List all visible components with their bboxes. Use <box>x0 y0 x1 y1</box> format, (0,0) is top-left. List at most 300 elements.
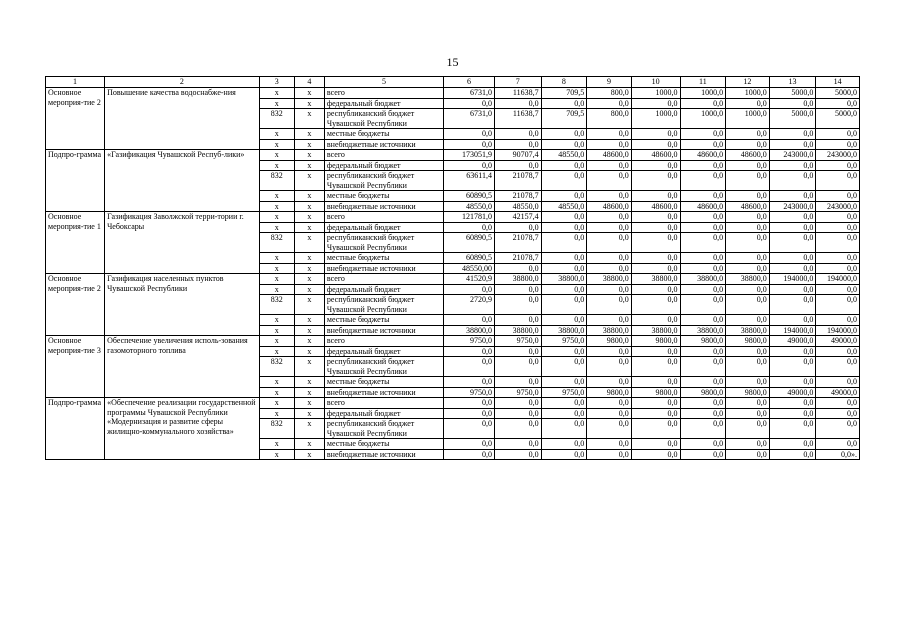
value-cell: 60890,5 <box>444 233 495 253</box>
table-row <box>46 150 860 161</box>
value-cell: 0,0 <box>769 295 816 315</box>
code-cell: х <box>259 439 294 450</box>
value-cell: 0,0 <box>769 263 816 274</box>
funding-source: республиканский бюджет Чувашской Республики <box>324 295 443 315</box>
code-cell: х <box>259 129 294 140</box>
code-cell: х <box>259 398 294 409</box>
value-cell: 0,0 <box>769 191 816 202</box>
value-cell: 0,0 <box>680 284 726 295</box>
value-cell: 6731,0 <box>444 109 495 129</box>
value-cell: 0,0 <box>494 129 541 140</box>
value-cell: 9750,0 <box>444 387 495 398</box>
value-cell: 0,0 <box>587 129 632 140</box>
value-cell: 9750,0 <box>444 336 495 347</box>
value-cell: 0,0 <box>726 377 770 388</box>
value-cell: 0,0 <box>444 139 495 150</box>
value-cell: 0,0 <box>444 346 495 357</box>
value-cell: 0,0 <box>726 253 770 264</box>
value-cell: 0,0 <box>587 398 632 409</box>
code-cell: х <box>259 315 294 326</box>
value-cell: 194000,0 <box>816 325 860 336</box>
value-cell: 0,0 <box>769 377 816 388</box>
value-cell: 0,0 <box>680 419 726 439</box>
value-cell: 38800,0 <box>541 325 587 336</box>
column-header: 4 <box>294 77 324 88</box>
value-cell: 0,0 <box>541 191 587 202</box>
value-cell: 0,0 <box>631 408 680 419</box>
value-cell: 41520,9 <box>444 274 495 285</box>
value-cell: 0,0 <box>631 263 680 274</box>
value-cell: 0,0 <box>631 160 680 171</box>
value-cell: 48600,0 <box>631 150 680 161</box>
value-cell: 0,0 <box>769 357 816 377</box>
code-cell: х <box>259 201 294 212</box>
value-cell: 0,0 <box>631 357 680 377</box>
code-cell: х <box>294 398 324 409</box>
value-cell: 0,0 <box>816 398 860 409</box>
funding-source: внебюджетные источники <box>324 449 443 460</box>
value-cell: 90707,4 <box>494 150 541 161</box>
value-cell: 0,0 <box>769 439 816 450</box>
value-cell: 0,0 <box>816 357 860 377</box>
value-cell: 0,0 <box>631 222 680 233</box>
value-cell: 0,0 <box>680 346 726 357</box>
row-category: Основное мероприя-тие 1 <box>46 212 105 274</box>
value-cell: 0,0 <box>494 222 541 233</box>
column-header: 6 <box>444 77 495 88</box>
value-cell: 0,0 <box>587 408 632 419</box>
value-cell: 6731,0 <box>444 88 495 99</box>
code-cell: х <box>259 88 294 99</box>
funding-source: местные бюджеты <box>324 191 443 202</box>
value-cell: 0,0 <box>816 408 860 419</box>
value-cell: 0,0 <box>541 139 587 150</box>
funding-source: внебюджетные источники <box>324 201 443 212</box>
value-cell: 0,0 <box>816 284 860 295</box>
row-title: Газификация Заволжской терри-тории г. Чебоксары <box>105 212 260 274</box>
code-cell: х <box>294 295 324 315</box>
value-cell: 48550,0 <box>444 201 495 212</box>
value-cell: 0,0 <box>769 284 816 295</box>
value-cell: 0,0 <box>631 377 680 388</box>
value-cell: 48600,0 <box>680 150 726 161</box>
code-cell: х <box>259 98 294 109</box>
code-cell: х <box>294 150 324 161</box>
value-cell: 0,0 <box>680 398 726 409</box>
value-cell: 9800,0 <box>587 336 632 347</box>
value-cell: 0,0 <box>587 253 632 264</box>
column-header: 8 <box>541 77 587 88</box>
value-cell: 49000,0 <box>769 336 816 347</box>
value-cell: 0,0 <box>541 212 587 223</box>
value-cell: 0,0 <box>631 439 680 450</box>
value-cell: 0,0 <box>631 419 680 439</box>
value-cell: 5000,0 <box>769 109 816 129</box>
column-header: 3 <box>259 77 294 88</box>
value-cell: 0,0 <box>769 253 816 264</box>
code-cell: х <box>294 325 324 336</box>
value-cell: 49000,0 <box>769 387 816 398</box>
funding-source: республиканский бюджет Чувашской Республики <box>324 109 443 129</box>
value-cell: 800,0 <box>587 88 632 99</box>
value-cell: 0,0 <box>769 449 816 460</box>
code-cell: х <box>259 253 294 264</box>
code-cell: х <box>259 408 294 419</box>
value-cell: 0,0 <box>769 419 816 439</box>
value-cell: 0,0 <box>494 357 541 377</box>
value-cell: 0,0 <box>494 419 541 439</box>
value-cell: 0,0 <box>631 295 680 315</box>
value-cell: 0,0 <box>726 284 770 295</box>
value-cell: 0,0 <box>680 315 726 326</box>
value-cell: 0,0 <box>680 357 726 377</box>
value-cell: 0,0 <box>680 408 726 419</box>
funding-source: всего <box>324 150 443 161</box>
code-cell: х <box>294 191 324 202</box>
value-cell: 0,0 <box>444 449 495 460</box>
value-cell: 0,0 <box>494 160 541 171</box>
value-cell: 0,0 <box>816 139 860 150</box>
value-cell: 0,0 <box>494 449 541 460</box>
value-cell: 48600,0 <box>726 201 770 212</box>
funding-source: местные бюджеты <box>324 315 443 326</box>
value-cell: 194000,0 <box>769 274 816 285</box>
value-cell: 0,0 <box>587 449 632 460</box>
value-cell: 48600,0 <box>631 201 680 212</box>
code-cell: 832 <box>259 419 294 439</box>
code-cell: х <box>294 212 324 223</box>
value-cell: 0,0 <box>680 129 726 140</box>
value-cell: 5000,0 <box>816 109 860 129</box>
column-header: 12 <box>726 77 770 88</box>
value-cell: 0,0 <box>769 346 816 357</box>
code-cell: 832 <box>259 171 294 191</box>
value-cell: 38800,0 <box>587 274 632 285</box>
value-cell: 0,0 <box>494 346 541 357</box>
funding-source: внебюджетные источники <box>324 139 443 150</box>
value-cell: 9800,0 <box>726 387 770 398</box>
value-cell: 63611,4 <box>444 171 495 191</box>
value-cell: 60890,5 <box>444 191 495 202</box>
value-cell: 0,0 <box>680 171 726 191</box>
funding-source: республиканский бюджет Чувашской Республики <box>324 233 443 253</box>
value-cell: 0,0 <box>587 233 632 253</box>
value-cell: 0,0 <box>726 233 770 253</box>
code-cell: х <box>259 336 294 347</box>
value-cell: 0,0 <box>726 171 770 191</box>
value-cell: 38800,0 <box>631 274 680 285</box>
value-cell: 0,0 <box>726 357 770 377</box>
value-cell: 0,0 <box>587 295 632 315</box>
value-cell: 0,0 <box>680 191 726 202</box>
code-cell: х <box>294 201 324 212</box>
funding-source: всего <box>324 336 443 347</box>
value-cell: 0,0 <box>494 439 541 450</box>
value-cell: 0,0 <box>816 98 860 109</box>
value-cell: 0,0 <box>587 346 632 357</box>
value-cell: 0,0 <box>769 129 816 140</box>
funding-source: всего <box>324 88 443 99</box>
value-cell: 0,0 <box>680 439 726 450</box>
value-cell: 0,0 <box>769 98 816 109</box>
value-cell: 0,0 <box>769 212 816 223</box>
code-cell: х <box>259 346 294 357</box>
value-cell: 21078,7 <box>494 171 541 191</box>
row-category: Подпро-грамма <box>46 398 105 460</box>
value-cell: 0,0 <box>631 191 680 202</box>
value-cell: 0,0 <box>444 377 495 388</box>
value-cell: 0,0 <box>541 419 587 439</box>
code-cell: х <box>259 212 294 223</box>
code-cell: х <box>294 439 324 450</box>
value-cell: 0,0 <box>680 212 726 223</box>
value-cell: 9800,0 <box>587 387 632 398</box>
value-cell: 0,0 <box>587 98 632 109</box>
value-cell: 243000,0 <box>769 201 816 212</box>
code-cell: х <box>259 139 294 150</box>
value-cell: 9800,0 <box>631 387 680 398</box>
value-cell: 38800,0 <box>444 325 495 336</box>
row-title: Повышение качества водоснабже-ния <box>105 88 260 150</box>
code-cell: х <box>259 150 294 161</box>
value-cell: 42157,4 <box>494 212 541 223</box>
value-cell: 0,0 <box>680 139 726 150</box>
table-row <box>46 398 860 409</box>
value-cell: 0,0 <box>631 253 680 264</box>
row-category: Основное мероприя-тие 3 <box>46 336 105 398</box>
value-cell: 0,0 <box>726 160 770 171</box>
row-title: Обеспечение увеличения исполь-зования газомоторного топлива <box>105 336 260 398</box>
value-cell: 9800,0 <box>680 387 726 398</box>
funding-source: республиканский бюджет Чувашской Республики <box>324 357 443 377</box>
value-cell: 0,0 <box>587 377 632 388</box>
value-cell: 0,0 <box>541 408 587 419</box>
value-cell: 1000,0 <box>631 109 680 129</box>
value-cell: 0,0 <box>816 295 860 315</box>
value-cell: 0,0 <box>587 439 632 450</box>
value-cell: 0,0 <box>816 191 860 202</box>
value-cell: 173051,9 <box>444 150 495 161</box>
value-cell: 0,0 <box>541 315 587 326</box>
value-cell: 0,0 <box>541 439 587 450</box>
value-cell: 0,0 <box>444 357 495 377</box>
value-cell: 0,0 <box>726 439 770 450</box>
funding-source: федеральный бюджет <box>324 160 443 171</box>
value-cell: 49000,0 <box>816 336 860 347</box>
value-cell: 0,0 <box>541 222 587 233</box>
funding-source: местные бюджеты <box>324 253 443 264</box>
value-cell: 0,0 <box>541 377 587 388</box>
value-cell: 0,0 <box>816 377 860 388</box>
value-cell: 0,0 <box>726 222 770 233</box>
code-cell: х <box>294 109 324 129</box>
value-cell: 0,0 <box>816 315 860 326</box>
value-cell: 0,0 <box>631 139 680 150</box>
value-cell: 0,0 <box>541 357 587 377</box>
value-cell: 0,0 <box>769 233 816 253</box>
value-cell: 0,0 <box>816 212 860 223</box>
value-cell: 48600,0 <box>680 201 726 212</box>
value-cell: 0,0 <box>726 408 770 419</box>
value-cell: 48550,00 <box>444 263 495 274</box>
code-cell: х <box>294 233 324 253</box>
value-cell: 38800,0 <box>541 274 587 285</box>
value-cell: 0,0 <box>631 98 680 109</box>
column-header: 1 <box>46 77 105 88</box>
value-cell: 0,0 <box>726 295 770 315</box>
value-cell: 0,0 <box>444 98 495 109</box>
value-cell: 0,0 <box>769 222 816 233</box>
value-cell: 0,0 <box>631 315 680 326</box>
value-cell: 0,0 <box>726 419 770 439</box>
value-cell: 1000,0 <box>680 109 726 129</box>
code-cell: х <box>294 357 324 377</box>
value-cell: 11638,7 <box>494 109 541 129</box>
value-cell: 0,0 <box>541 129 587 140</box>
table-row <box>46 212 860 223</box>
value-cell: 5000,0 <box>769 88 816 99</box>
value-cell: 9750,0 <box>541 387 587 398</box>
value-cell: 9750,0 <box>494 336 541 347</box>
value-cell: 0,0 <box>726 98 770 109</box>
value-cell: 0,0 <box>816 129 860 140</box>
code-cell: х <box>294 315 324 326</box>
value-cell: 48600,0 <box>587 150 632 161</box>
value-cell: 0,0 <box>494 398 541 409</box>
code-cell: х <box>259 160 294 171</box>
table-row <box>46 274 860 285</box>
value-cell: 0,0 <box>726 346 770 357</box>
code-cell: х <box>294 129 324 140</box>
value-cell: 38800,0 <box>726 274 770 285</box>
value-cell: 0,0 <box>587 222 632 233</box>
value-cell: 0,0 <box>631 129 680 140</box>
value-cell: 0,0 <box>726 139 770 150</box>
value-cell: 0,0 <box>494 408 541 419</box>
value-cell: 5000,0 <box>816 88 860 99</box>
value-cell: 243000,0 <box>816 201 860 212</box>
value-cell: 0,0 <box>494 377 541 388</box>
value-cell: 0,0 <box>541 160 587 171</box>
value-cell: 1000,0 <box>680 88 726 99</box>
code-cell: х <box>294 222 324 233</box>
column-header: 7 <box>494 77 541 88</box>
value-cell: 800,0 <box>587 109 632 129</box>
code-cell: х <box>294 139 324 150</box>
value-cell: 0,0 <box>816 253 860 264</box>
value-cell: 0,0 <box>587 212 632 223</box>
table-row <box>46 88 860 99</box>
code-cell: х <box>294 419 324 439</box>
value-cell: 0,0 <box>587 284 632 295</box>
value-cell: 0,0 <box>587 171 632 191</box>
code-cell: х <box>259 377 294 388</box>
funding-source: всего <box>324 398 443 409</box>
value-cell: 121781,0 <box>444 212 495 223</box>
code-cell: х <box>259 191 294 202</box>
value-cell: 0,0 <box>726 398 770 409</box>
funding-source: федеральный бюджет <box>324 408 443 419</box>
code-cell: х <box>294 408 324 419</box>
value-cell: 0,0 <box>816 160 860 171</box>
value-cell: 0,0 <box>444 222 495 233</box>
code-cell: 832 <box>259 109 294 129</box>
value-cell: 21078,7 <box>494 253 541 264</box>
value-cell: 0,0 <box>726 212 770 223</box>
code-cell: х <box>294 274 324 285</box>
funding-source: внебюджетные источники <box>324 387 443 398</box>
code-cell: х <box>259 274 294 285</box>
value-cell: 0,0 <box>444 284 495 295</box>
row-category: Подпро-грамма <box>46 150 105 212</box>
value-cell: 0,0 <box>680 253 726 264</box>
code-cell: х <box>259 284 294 295</box>
value-cell: 0,0 <box>726 191 770 202</box>
funding-source: республиканский бюджет Чувашской Республики <box>324 171 443 191</box>
value-cell: 21078,7 <box>494 233 541 253</box>
value-cell: 0,0 <box>726 315 770 326</box>
value-cell: 0,0 <box>587 357 632 377</box>
row-category: Основное мероприя-тие 2 <box>46 274 105 336</box>
value-cell: 1000,0 <box>631 88 680 99</box>
value-cell: 9750,0 <box>541 336 587 347</box>
value-cell: 243000,0 <box>769 150 816 161</box>
value-cell: 1000,0 <box>726 109 770 129</box>
code-cell: х <box>259 387 294 398</box>
value-cell: 0,0». <box>816 449 860 460</box>
value-cell: 0,0 <box>816 171 860 191</box>
row-category: Основное мероприя-тие 2 <box>46 88 105 150</box>
row-title: «Обеспечение реализации государственной программы Чувашской Республики «Модернизация и развитие сферы жилищно-коммунального хозяйства» <box>105 398 260 460</box>
value-cell: 0,0 <box>494 284 541 295</box>
value-cell: 0,0 <box>816 419 860 439</box>
code-cell: х <box>294 346 324 357</box>
code-cell: х <box>294 263 324 274</box>
value-cell: 0,0 <box>587 263 632 274</box>
value-cell: 0,0 <box>680 222 726 233</box>
value-cell: 0,0 <box>494 295 541 315</box>
value-cell: 0,0 <box>631 346 680 357</box>
value-cell: 243000,0 <box>816 150 860 161</box>
code-cell: х <box>259 263 294 274</box>
column-header: 11 <box>680 77 726 88</box>
value-cell: 0,0 <box>444 315 495 326</box>
header-row <box>46 77 860 88</box>
funding-source: внебюджетные источники <box>324 263 443 274</box>
value-cell: 0,0 <box>726 263 770 274</box>
value-cell: 11638,7 <box>494 88 541 99</box>
budget-table <box>45 76 860 460</box>
code-cell: 832 <box>259 295 294 315</box>
funding-source: федеральный бюджет <box>324 284 443 295</box>
value-cell: 0,0 <box>680 98 726 109</box>
value-cell: 0,0 <box>541 398 587 409</box>
value-cell: 2720,9 <box>444 295 495 315</box>
value-cell: 0,0 <box>726 449 770 460</box>
value-cell: 709,5 <box>541 88 587 99</box>
value-cell: 0,0 <box>541 98 587 109</box>
value-cell: 0,0 <box>680 160 726 171</box>
value-cell: 0,0 <box>444 439 495 450</box>
value-cell: 0,0 <box>587 419 632 439</box>
value-cell: 709,5 <box>541 109 587 129</box>
value-cell: 60890,5 <box>444 253 495 264</box>
column-header: 5 <box>324 77 443 88</box>
funding-source: внебюджетные источники <box>324 325 443 336</box>
value-cell: 38800,0 <box>631 325 680 336</box>
code-cell: х <box>294 98 324 109</box>
value-cell: 0,0 <box>541 253 587 264</box>
